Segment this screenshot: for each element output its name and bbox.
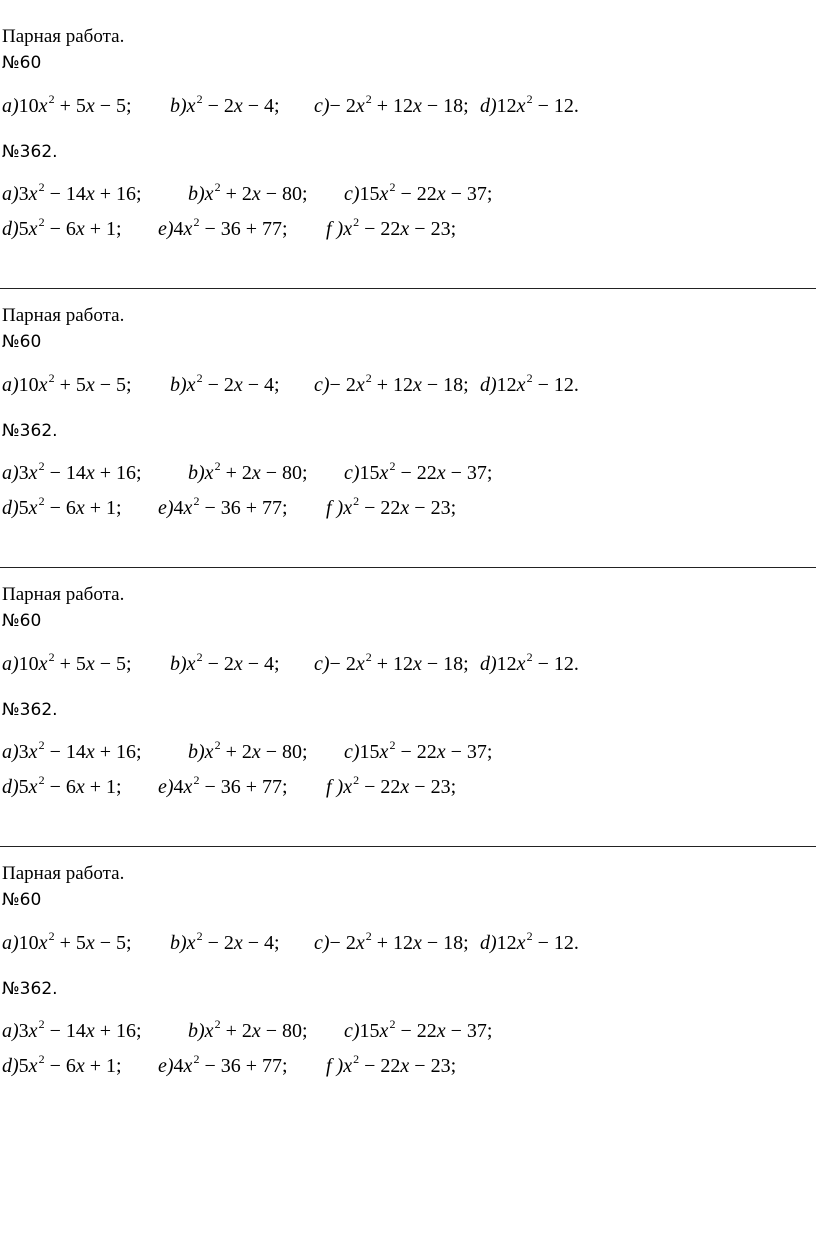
math-item [188, 1017, 308, 1045]
task-60-row [0, 92, 816, 120]
item-expression: $12x^2 - 12$. [496, 92, 579, 117]
task-number-60: №60 [2, 332, 42, 352]
math-item [344, 180, 492, 208]
item-expression: $4x^2 - 36 + 77$; [173, 215, 288, 240]
task-60-row [0, 371, 816, 399]
item-label: a) [2, 741, 19, 763]
item-expression: $15x^2 - 22x - 37$; [359, 180, 493, 205]
worksheet-copy [0, 0, 816, 279]
math-item [2, 494, 122, 522]
math-item [480, 371, 579, 399]
item-label: e) [158, 218, 174, 240]
item-expression: $x^2 - 2x - 4$; [186, 650, 280, 675]
item-label: d) [480, 95, 497, 117]
math-item [2, 215, 122, 243]
math-item [2, 92, 132, 120]
cut-line [0, 288, 816, 289]
math-item [2, 371, 132, 399]
item-expression: $10x^2 + 5x - 5$; [18, 371, 132, 396]
math-item [2, 650, 132, 678]
math-item [170, 650, 280, 678]
item-label: a) [2, 374, 19, 396]
item-label: d) [2, 776, 19, 798]
task-number-60: №60 [2, 53, 42, 73]
task-362-row-2 [0, 494, 816, 522]
math-item [326, 773, 456, 801]
item-label: a) [2, 95, 19, 117]
item-expression: $x^2 - 22x - 23$; [343, 1052, 457, 1077]
task-362-row-2 [0, 215, 816, 243]
math-item [314, 929, 469, 957]
math-item [158, 773, 288, 801]
task-362-row-2 [0, 1052, 816, 1080]
math-item [314, 371, 469, 399]
math-item [2, 773, 122, 801]
item-expression: $12x^2 - 12$. [496, 650, 579, 675]
item-label: c) [314, 374, 330, 396]
item-label: c) [314, 95, 330, 117]
item-label: e) [158, 1055, 174, 1077]
item-label: d) [480, 374, 497, 396]
item-label: a) [2, 932, 19, 954]
item-label: f ) [326, 776, 344, 798]
worksheet-copy [0, 279, 816, 558]
item-label: e) [158, 497, 174, 519]
item-expression: $x^2 + 2x - 80$; [204, 459, 308, 484]
math-item [2, 1052, 122, 1080]
item-expression: $5x^2 - 6x + 1$; [18, 494, 122, 519]
task-number-362: №362. [2, 700, 58, 720]
item-expression: $x^2 - 22x - 23$; [343, 494, 457, 519]
math-item [326, 1052, 456, 1080]
item-expression: $x^2 - 22x - 23$; [343, 773, 457, 798]
math-item [188, 738, 308, 766]
task-362-row-1 [0, 1017, 816, 1045]
item-expression: $3x^2 - 14x + 16$; [18, 738, 142, 763]
item-label: b) [170, 653, 187, 675]
item-label: b) [170, 932, 187, 954]
item-label: b) [188, 183, 205, 205]
task-362-row-2 [0, 773, 816, 801]
item-label: c) [344, 741, 360, 763]
item-expression: $3x^2 - 14x + 16$; [18, 1017, 142, 1042]
item-expression: $x^2 - 22x - 23$; [343, 215, 457, 240]
task-362-row-1 [0, 459, 816, 487]
math-item [158, 1052, 288, 1080]
item-expression: $5x^2 - 6x + 1$; [18, 215, 122, 240]
item-label: b) [170, 374, 187, 396]
item-label: c) [314, 932, 330, 954]
math-item [2, 738, 142, 766]
item-label: d) [480, 932, 497, 954]
math-item [2, 180, 142, 208]
item-expression: $4x^2 - 36 + 77$; [173, 1052, 288, 1077]
task-number-362: №362. [2, 142, 58, 162]
math-item [158, 494, 288, 522]
item-expression: $x^2 - 2x - 4$; [186, 929, 280, 954]
item-expression: $x^2 - 2x - 4$; [186, 92, 280, 117]
item-label: b) [188, 1020, 205, 1042]
math-item [188, 459, 308, 487]
task-number-362: №362. [2, 421, 58, 441]
math-item [158, 215, 288, 243]
task-362-row-1 [0, 738, 816, 766]
item-expression: $10x^2 + 5x - 5$; [18, 92, 132, 117]
item-expression: $5x^2 - 6x + 1$; [18, 773, 122, 798]
math-item [2, 459, 142, 487]
item-label: a) [2, 462, 19, 484]
item-expression: $10x^2 + 5x - 5$; [18, 650, 132, 675]
task-number-60: №60 [2, 611, 42, 631]
item-label: c) [344, 183, 360, 205]
math-item [314, 650, 469, 678]
item-label: d) [2, 218, 19, 240]
item-expression: − $2x^2 + 12x - 18$; [329, 92, 469, 117]
item-label: c) [314, 653, 330, 675]
item-label: d) [480, 653, 497, 675]
item-expression: $4x^2 - 36 + 77$; [173, 773, 288, 798]
math-item [326, 494, 456, 522]
item-expression: $5x^2 - 6x + 1$; [18, 1052, 122, 1077]
item-label: f ) [326, 1055, 344, 1077]
math-item [188, 180, 308, 208]
task-60-row [0, 929, 816, 957]
task-60-row [0, 650, 816, 678]
math-item [170, 929, 280, 957]
item-label: a) [2, 653, 19, 675]
item-label: f ) [326, 497, 344, 519]
item-label: b) [170, 95, 187, 117]
worksheet-title: Парная работа. [2, 863, 125, 884]
math-item [170, 371, 280, 399]
cut-line [0, 567, 816, 568]
item-expression: $3x^2 - 14x + 16$; [18, 459, 142, 484]
item-expression: $15x^2 - 22x - 37$; [359, 1017, 493, 1042]
item-label: b) [188, 462, 205, 484]
task-number-362: №362. [2, 979, 58, 999]
math-item [480, 92, 579, 120]
math-item [480, 650, 579, 678]
item-label: a) [2, 183, 19, 205]
item-expression: $12x^2 - 12$. [496, 371, 579, 396]
worksheet-title: Парная работа. [2, 305, 125, 326]
worksheet-title: Парная работа. [2, 584, 125, 605]
cut-line [0, 846, 816, 847]
worksheet-copy [0, 837, 816, 1116]
item-expression: $12x^2 - 12$. [496, 929, 579, 954]
math-item [2, 1017, 142, 1045]
task-number-60: №60 [2, 890, 42, 910]
math-item [326, 215, 456, 243]
item-expression: $x^2 + 2x - 80$; [204, 180, 308, 205]
math-item [170, 92, 280, 120]
math-item [2, 929, 132, 957]
item-expression: $3x^2 - 14x + 16$; [18, 180, 142, 205]
worksheet-title: Парная работа. [2, 26, 125, 47]
math-item [344, 1017, 492, 1045]
item-expression: $x^2 + 2x - 80$; [204, 738, 308, 763]
item-label: e) [158, 776, 174, 798]
item-expression: $x^2 - 2x - 4$; [186, 371, 280, 396]
item-expression: − $2x^2 + 12x - 18$; [329, 650, 469, 675]
item-expression: $15x^2 - 22x - 37$; [359, 738, 493, 763]
math-item [344, 738, 492, 766]
math-item [480, 929, 579, 957]
item-label: a) [2, 1020, 19, 1042]
item-expression: − $2x^2 + 12x - 18$; [329, 929, 469, 954]
worksheet-copy [0, 558, 816, 837]
item-label: c) [344, 1020, 360, 1042]
item-expression: − $2x^2 + 12x - 18$; [329, 371, 469, 396]
item-expression: $10x^2 + 5x - 5$; [18, 929, 132, 954]
item-label: c) [344, 462, 360, 484]
item-label: b) [188, 741, 205, 763]
task-362-row-1 [0, 180, 816, 208]
item-expression: $4x^2 - 36 + 77$; [173, 494, 288, 519]
item-expression: $x^2 + 2x - 80$; [204, 1017, 308, 1042]
item-expression: $15x^2 - 22x - 37$; [359, 459, 493, 484]
item-label: d) [2, 1055, 19, 1077]
item-label: d) [2, 497, 19, 519]
item-label: f ) [326, 218, 344, 240]
math-item [344, 459, 492, 487]
math-item [314, 92, 469, 120]
